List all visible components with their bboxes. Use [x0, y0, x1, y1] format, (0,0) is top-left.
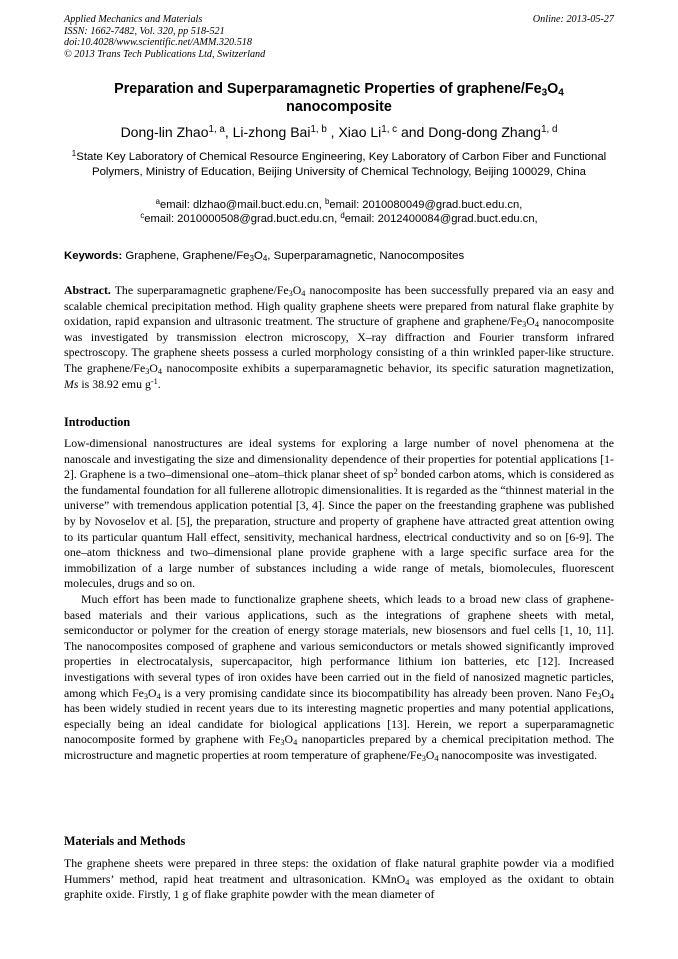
author-mark: 1, b — [310, 124, 327, 136]
copyright-line: © 2013 Trans Tech Publications Ltd, Switzerland — [64, 48, 266, 60]
abstract-sub: 3 — [522, 320, 527, 330]
author-mark: 1, c — [381, 124, 398, 136]
title-sub: 4 — [558, 87, 564, 99]
abstract-sub: 4 — [157, 367, 162, 377]
intro-sub: 3 — [421, 753, 426, 763]
intro-text: O — [284, 732, 294, 747]
keywords-label: Keywords: — [64, 250, 123, 262]
keywords-text: , Superparamagnetic, Nanocomposites — [267, 250, 465, 262]
intro-sup: 2 — [393, 467, 398, 477]
abstract-text: O — [526, 314, 535, 329]
doi-line: doi:10.4028/www.scientific.net/AMM.320.518 — [64, 37, 252, 49]
methods-body — [64, 856, 614, 903]
abstract-label: Abstract. — [64, 283, 111, 297]
email-text: email: 2012400084@grad.buct.edu.cn, — [344, 213, 538, 225]
author-name: , Li-zhong Bai — [224, 124, 311, 140]
ms-symbol: Ms — [64, 376, 79, 391]
title-text: Preparation and Superparamagnetic Properties of graphene/Fe — [114, 81, 542, 97]
author-name: , Xiao Li — [326, 124, 382, 140]
intro-text: O — [425, 747, 435, 762]
email-mark: c — [140, 211, 145, 221]
email-list — [64, 198, 614, 226]
intro-sub: 3 — [597, 691, 602, 701]
keywords-sub: 3 — [249, 253, 254, 263]
abstract-text: O — [292, 283, 302, 297]
author-name: Dong-lin Zhao — [120, 124, 209, 140]
intro-sub: 4 — [434, 753, 439, 763]
intro-text: is a very promising candidate since its biocompatibility has already been proven. Nano Fe — [160, 685, 598, 700]
email-text: email: dlzhao@mail.buct.edu.cn, — [160, 199, 325, 211]
journal-name: Applied Mechanics and Materials — [64, 14, 203, 25]
abstract-text: nanocomposite was investigated by transmission electron microscopy, X–ray diffraction and Fourier transform infrared spectroscopy. The graphene sheets possess a curled morphology consisting of a thin wrinkled paper-like structure. The graphene/Fe — [64, 314, 614, 375]
title-text: nanocomposite — [286, 99, 392, 115]
section-heading-introduction: Introduction — [64, 415, 131, 429]
intro-sub: 3 — [143, 691, 149, 701]
email-text: email: 2010080049@grad.buct.edu.cn, — [329, 199, 523, 211]
keywords-text: Graphene, Graphene/Fe — [122, 250, 250, 262]
intro-text: Much effort has been made to functionalize graphene sheets, which leads to a broad new class of graphene-based materials and their various applications, such as the integrations of graphene sheets with metal, semiconductor or polymer for the creation of energy storage materials, new biosensors and fuel cells [1, 10, 11]. The nanocomposites composed of graphene and various semiconductors or metals showed significantly improved properties in electrocatalysis, supercapacitor, high performance lithium ion batteries, etc [12]. Increased investigations with several types of iron oxides have been carried out in the field of nanosized magnetic particles, among which Fe — [64, 591, 614, 700]
intro-text: nanoparticles prepared by a chemical precipitation method. The microstructure and magnetic properties at room temperature of graphene/Fe — [64, 732, 615, 762]
title-text: O — [547, 81, 559, 97]
abstract-sup: -1 — [150, 376, 158, 386]
intro-text: Low-dimensional nanostructures are ideal systems for exploring a large number of novel phenomena at the nanoscale and investigating the size and dimensionality dependence of their properties for potential applications [1-2]. Graphene is a two–dimensional one–atom–thick planar sheet of sp — [64, 436, 614, 482]
intro-sub: 4 — [293, 738, 298, 748]
intro-sub: 3 — [280, 738, 285, 748]
abstract-sub: 4 — [534, 320, 539, 330]
abstract — [64, 283, 614, 392]
intro-paragraph-2 — [64, 592, 614, 764]
intro-text: nanocomposite was investigated. — [438, 747, 598, 762]
abstract-sub: 3 — [145, 367, 150, 377]
online-date: Online: 2013-05-27 — [532, 14, 614, 25]
intro-text: has been widely studied in recent years due to its interesting magnetic properties and many potential applications, especially being an ideal candidate for biological applications [13]. Herein, we report a superparamagnetic nanocomposite formed by graphene with Fe — [64, 701, 614, 747]
affiliation-text: State Key Laboratory of Chemical Resource Engineering, Key Laboratory of Carbon Fiber and Functional Polymers, Ministry of Education, Beijing University of Chemical Technology, Beijing 100029, China — [76, 151, 607, 178]
affiliation — [64, 150, 614, 179]
affiliation-mark: 1 — [71, 149, 77, 159]
abstract-text: O — [149, 360, 158, 375]
intro-paragraph-1 — [64, 436, 614, 592]
section-heading-methods: Materials and Methods — [64, 834, 186, 848]
title-sub: 3 — [541, 87, 548, 99]
intro-text: bonded carbon atoms, which is considered as the fundamental foundation for all fullerene allotropic dimensionalities. It is regarded as the “thinnest material in the universe” with tremendous application potential [3, 4]. Since the paper on the freestanding graphene was published by by Novoselov et al. [5], the preparation, structure and property of graphene have attracted great attention owing to its particular quantum Hall effect, sensitivity, mechanical hardness, electrical conductivity and so on [6-9]. The one–atom thickness and two–dimensional plane provide graphene with a large specific surface area for the immobilization of a large number of substances including a wide range of metals, biomolecules, fluorescent molecules, drugs and so on. — [64, 467, 615, 591]
issn-line: ISSN: 1662-7482, Vol. 320, pp 518-521 — [64, 25, 225, 37]
email-mark: a — [155, 197, 161, 207]
email-mark: b — [324, 197, 330, 207]
abstract-sub: 4 — [301, 289, 306, 299]
intro-sub: 4 — [156, 691, 161, 701]
abstract-text: nanocomposite has been successfully prepared via an easy and scalable chemical precipitation method. High quality graphene sheets were prepared from natural flake graphite by oxidation, rapid expansion and ultrasonic treatment. The structure of graphene and graphene/Fe — [64, 283, 614, 329]
abstract-text: The superparamagnetic graphene/Fe — [110, 283, 289, 297]
intro-text: O — [148, 685, 157, 700]
author-list — [64, 123, 614, 141]
author-mark: 1, a — [208, 124, 225, 136]
journal-header — [64, 14, 614, 60]
methods-sub: 4 — [405, 877, 410, 887]
intro-text: O — [601, 685, 610, 700]
abstract-sub: 3 — [288, 289, 293, 299]
introduction-body — [64, 436, 614, 763]
methods-text: was employed as the oxidant to obtain graphite oxide. Firstly, 1 g of flake graphite powder with the mean diameter of — [64, 871, 614, 902]
methods-text: The graphene sheets were prepared in three steps: the oxidation of flake natural graphite powder via a modified Hummers’ method, rapid heat treatment and ultrasonication. KMnO — [64, 856, 614, 886]
intro-sub: 4 — [609, 691, 614, 701]
keywords — [64, 249, 614, 263]
author-name: and Dong-dong Zhang — [397, 124, 542, 140]
abstract-text: nanocomposite exhibits a superparamagnetic behavior, its specific saturation magnetization, — [162, 360, 614, 375]
email-text: email: 2010000508@grad.buct.edu.cn, — [144, 213, 341, 225]
abstract-text: is 38.92 emu g — [78, 376, 151, 391]
author-mark: 1, d — [541, 124, 558, 136]
abstract-text: . — [157, 376, 161, 391]
email-mark: d — [340, 211, 345, 221]
keywords-sub: 4 — [262, 253, 268, 263]
keywords-text: O — [253, 250, 263, 262]
paper-title — [64, 80, 614, 116]
